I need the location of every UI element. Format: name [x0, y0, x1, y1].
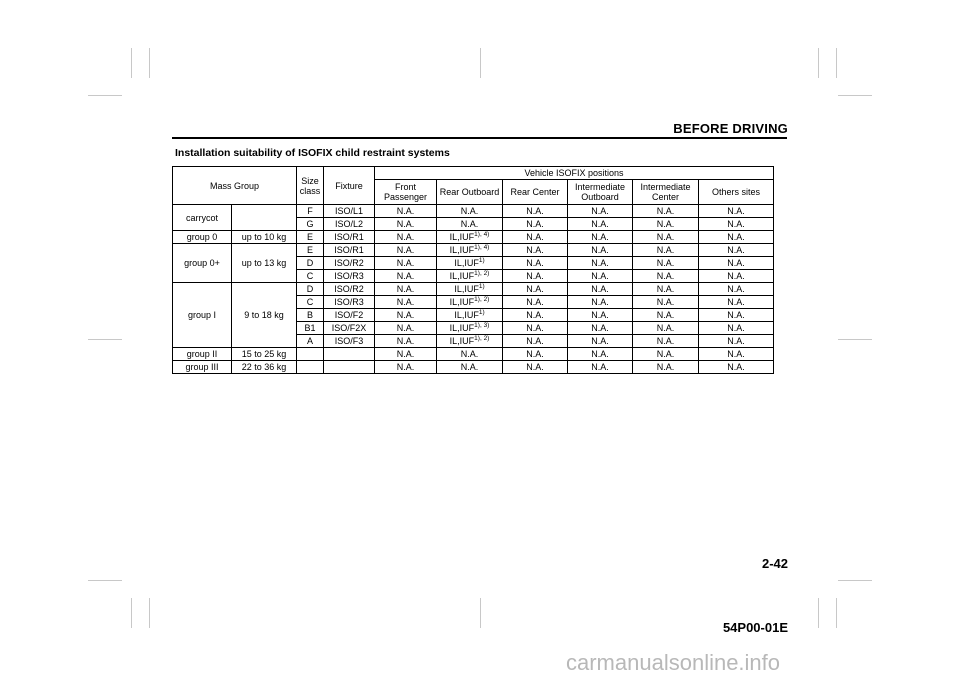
fixture-cell: ISO/R1	[324, 231, 375, 244]
position-cell: N.A.	[633, 348, 699, 361]
position-value: IL,IUF	[454, 284, 479, 294]
header-rule	[172, 137, 787, 139]
position-cell	[437, 296, 503, 309]
position-value: IL,IUF	[449, 297, 475, 307]
position-cell	[437, 309, 503, 322]
position-value: IL,IUF	[454, 310, 479, 320]
section-header: BEFORE DRIVING	[673, 121, 788, 136]
size-cell: D	[297, 283, 324, 296]
table-row	[173, 205, 774, 218]
position-cell: N.A.	[503, 322, 568, 335]
mass-group-cell: group II	[173, 348, 232, 361]
position-cell: N.A.	[375, 361, 437, 374]
header-position: Intermediate Outboard	[568, 180, 633, 205]
position-cell: N.A.	[633, 244, 699, 257]
position-cell: N.A.	[503, 361, 568, 374]
page-number: 2-42	[761, 556, 788, 571]
position-cell: N.A.	[568, 218, 633, 231]
position-cell: N.A.	[568, 309, 633, 322]
size-cell: C	[297, 270, 324, 283]
footnote-ref: 1), 4)	[474, 244, 490, 251]
fixture-cell: ISO/R1	[324, 244, 375, 257]
document-code: 54P00-01E	[722, 620, 788, 635]
mass-group-cell: group I	[173, 283, 232, 348]
position-cell: N.A.	[375, 283, 437, 296]
mass-group-cell: group 0	[173, 231, 232, 244]
position-cell: N.A.	[375, 244, 437, 257]
footnote-ref: 1), 3)	[474, 322, 490, 329]
fixture-cell: ISO/L1	[324, 205, 375, 218]
position-cell: N.A.	[699, 205, 774, 218]
position-value: IL,IUF	[449, 323, 475, 333]
header-position: Front Passenger	[375, 180, 437, 205]
position-cell: N.A.	[568, 283, 633, 296]
header-position: Intermediate Center	[633, 180, 699, 205]
header-position: Rear Center	[503, 180, 568, 205]
position-value: IL,IUF	[449, 232, 475, 242]
header-position: Others sites	[699, 180, 774, 205]
position-cell: N.A.	[699, 231, 774, 244]
position-cell	[437, 283, 503, 296]
position-cell: N.A.	[633, 257, 699, 270]
position-value: IL,IUF	[449, 245, 475, 255]
fixture-cell: ISO/R3	[324, 270, 375, 283]
position-cell: N.A.	[633, 218, 699, 231]
size-cell	[297, 361, 324, 374]
position-cell: N.A.	[375, 231, 437, 244]
mass-group-cell: group 0+	[173, 244, 232, 283]
position-cell: N.A.	[375, 218, 437, 231]
position-cell: N.A.	[503, 257, 568, 270]
position-cell: N.A.	[633, 270, 699, 283]
size-cell: D	[297, 257, 324, 270]
position-cell: N.A.	[503, 335, 568, 348]
weight-cell: up to 10 kg	[232, 231, 297, 244]
size-cell	[297, 348, 324, 361]
position-cell: N.A.	[375, 322, 437, 335]
fixture-cell	[324, 348, 375, 361]
fixture-cell	[324, 361, 375, 374]
header-mass-group: Mass Group	[173, 167, 297, 205]
table-row	[173, 348, 774, 361]
position-cell: N.A.	[568, 257, 633, 270]
footnote-ref: 1), 4)	[474, 231, 490, 238]
position-cell: N.A.	[699, 218, 774, 231]
position-value: IL,IUF	[449, 336, 475, 346]
position-cell: N.A.	[633, 361, 699, 374]
fixture-cell: ISO/F2X	[324, 322, 375, 335]
position-cell: N.A.	[633, 283, 699, 296]
position-cell: N.A.	[699, 296, 774, 309]
page-title: Installation suitability of ISOFIX child restraint systems	[175, 147, 450, 159]
size-cell: E	[297, 231, 324, 244]
table-row	[173, 244, 774, 257]
position-cell: N.A.	[375, 296, 437, 309]
position-cell	[437, 257, 503, 270]
position-cell: N.A.	[503, 348, 568, 361]
position-cell: N.A.	[503, 244, 568, 257]
position-cell: N.A.	[375, 309, 437, 322]
position-cell: N.A.	[699, 335, 774, 348]
position-cell: N.A.	[503, 270, 568, 283]
position-cell: N.A.	[699, 244, 774, 257]
position-cell: N.A.	[503, 205, 568, 218]
table-row	[173, 361, 774, 374]
position-cell: N.A.	[375, 335, 437, 348]
footnote-ref: 1)	[478, 257, 485, 264]
position-cell: N.A.	[375, 257, 437, 270]
mass-group-cell: carrycot	[173, 205, 232, 231]
weight-cell: 22 to 36 kg	[232, 361, 297, 374]
position-value: IL,IUF	[449, 271, 475, 281]
position-cell: N.A.	[633, 322, 699, 335]
weight-cell: 9 to 18 kg	[232, 283, 297, 348]
fixture-cell: ISO/R2	[324, 257, 375, 270]
position-cell: N.A.	[633, 309, 699, 322]
position-cell: N.A.	[633, 205, 699, 218]
position-cell: N.A.	[503, 283, 568, 296]
weight-cell: 15 to 25 kg	[232, 348, 297, 361]
position-cell: N.A.	[633, 296, 699, 309]
size-cell: B1	[297, 322, 324, 335]
position-cell: N.A.	[568, 205, 633, 218]
isofix-table	[172, 166, 774, 374]
header-fixture: Fixture	[324, 167, 375, 205]
table-row	[173, 231, 774, 244]
fixture-cell: ISO/R2	[324, 283, 375, 296]
position-cell	[437, 244, 503, 257]
size-cell: B	[297, 309, 324, 322]
mass-group-cell: group III	[173, 361, 232, 374]
position-cell: N.A.	[568, 322, 633, 335]
position-cell: N.A.	[568, 348, 633, 361]
position-cell: N.A.	[633, 335, 699, 348]
fixture-cell: ISO/F3	[324, 335, 375, 348]
position-cell: N.A.	[568, 244, 633, 257]
position-cell	[437, 270, 503, 283]
position-cell: N.A.	[699, 257, 774, 270]
position-cell: N.A.	[568, 231, 633, 244]
position-cell: N.A.	[375, 270, 437, 283]
position-cell: N.A.	[437, 218, 503, 231]
position-cell: N.A.	[437, 361, 503, 374]
position-cell	[437, 322, 503, 335]
position-cell: N.A.	[699, 361, 774, 374]
weight-cell	[232, 205, 297, 231]
header-positions-group: Vehicle ISOFIX positions	[375, 167, 774, 180]
watermark: carmanualsonline.info	[566, 650, 781, 675]
position-cell: N.A.	[699, 322, 774, 335]
position-cell: N.A.	[375, 205, 437, 218]
header-size-class: Size class	[297, 167, 324, 205]
position-cell: N.A.	[568, 335, 633, 348]
fixture-cell: ISO/R3	[324, 296, 375, 309]
position-cell: N.A.	[699, 309, 774, 322]
position-value: IL,IUF	[454, 258, 479, 268]
position-cell: N.A.	[568, 270, 633, 283]
position-cell: N.A.	[568, 296, 633, 309]
position-cell: N.A.	[633, 231, 699, 244]
position-cell: N.A.	[699, 283, 774, 296]
size-cell: C	[297, 296, 324, 309]
footnote-ref: 1), 2)	[474, 270, 490, 277]
size-cell: A	[297, 335, 324, 348]
table-row	[173, 283, 774, 296]
footnote-ref: 1)	[478, 309, 485, 316]
position-cell: N.A.	[699, 348, 774, 361]
position-cell: N.A.	[503, 218, 568, 231]
position-cell: N.A.	[375, 348, 437, 361]
position-cell: N.A.	[503, 231, 568, 244]
size-cell: F	[297, 205, 324, 218]
position-cell: N.A.	[699, 270, 774, 283]
footnote-ref: 1)	[478, 283, 485, 290]
size-cell: G	[297, 218, 324, 231]
size-cell: E	[297, 244, 324, 257]
position-cell: N.A.	[503, 296, 568, 309]
position-cell: N.A.	[437, 348, 503, 361]
position-cell	[437, 231, 503, 244]
header-position: Rear Outboard	[437, 180, 503, 205]
position-cell: N.A.	[568, 361, 633, 374]
footnote-ref: 1), 2)	[474, 335, 490, 342]
weight-cell: up to 13 kg	[232, 244, 297, 283]
fixture-cell: ISO/F2	[324, 309, 375, 322]
position-cell: N.A.	[437, 205, 503, 218]
fixture-cell: ISO/L2	[324, 218, 375, 231]
footnote-ref: 1), 2)	[474, 296, 490, 303]
position-cell: N.A.	[503, 309, 568, 322]
position-cell	[437, 335, 503, 348]
